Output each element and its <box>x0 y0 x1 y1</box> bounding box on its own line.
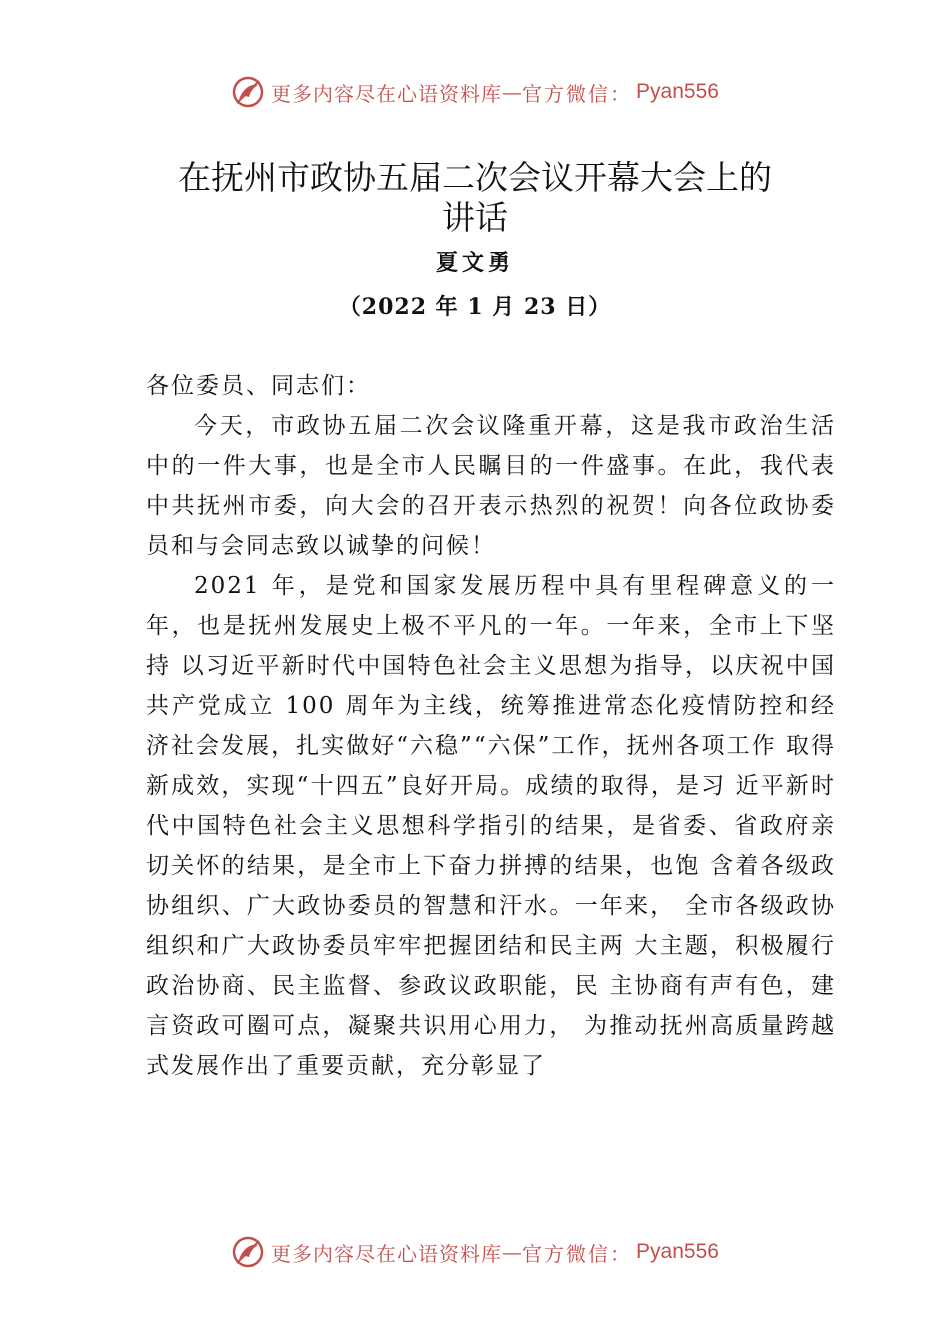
banner-separator: — <box>502 1240 523 1264</box>
brand-logo-icon <box>231 1235 265 1269</box>
banner-text: 更多内容尽在心语资料库 <box>271 1241 503 1266</box>
title-line-1: 在抚州市政协五届二次会议开幕大会上的 <box>178 158 772 197</box>
salutation: 各位委员、同志们： <box>146 373 371 399</box>
banner-wechat-id: Pyan556 <box>636 1240 719 1263</box>
banner-wechat-label: 官方微信： <box>522 1241 633 1266</box>
banner-wechat-label: 官方微信： <box>522 81 633 106</box>
title-line-2: 讲话 <box>442 198 508 237</box>
banner-separator: — <box>502 80 523 104</box>
document-body <box>146 366 836 1086</box>
document-title <box>100 158 850 238</box>
paragraph-1: 今天，市政协五届二次会议隆重开幕，这是我市政治生活中的一件大事，也是全市人民瞩目的一件盛事。在此，我代表中共抚州市委，向大会的召开表示热烈的祝贺！向各位政协委员和与会同志致以诚挚的问候！ <box>146 413 836 559</box>
brand-logo-icon <box>231 75 265 109</box>
speech-date: （2022 年 1 月 23 日） <box>338 294 612 320</box>
top-watermark-banner <box>0 72 950 112</box>
banner-text: 更多内容尽在心语资料库 <box>271 81 503 106</box>
banner-wechat-id: Pyan556 <box>636 80 719 103</box>
bottom-watermark-banner <box>0 1232 950 1272</box>
author-name: 夏文勇 <box>435 250 514 276</box>
paragraph-2: 2021 年，是党和国家发展历程中具有里程碑意义的一年，也是抚州发展史上极不平凡的一年。一年来，全市上下坚持 以习近平新时代中国特色社会主义思想为指导，以庆祝中国 共产党成立 100 周年为主线，统筹推进常态化疫情防控和经济社会发展，扎实做好“六稳”“六保”工作，抚州各项工作 取得新成效，实现“十四五”良好开局。成绩的取得，是习 近平新时代中国特色社会主义思想科学指引的结果，是省委、省政府亲切关怀的结果，是全市上下奋力拼搏的结果，也饱 含着各级政协组织、广大政协委员的智慧和汗水。一年来， 全市各级政协组织和广大政协委员牢牢把握团结和民主两 大主题，积极履行政治协商、民主监督、参政议政职能，民 主协商有声有色，建言资政可圈可点，凝聚共识用心用力， 为推动抚州高质量跨越式发展作出了重要贡献，充分彰显了 <box>146 573 836 1079</box>
